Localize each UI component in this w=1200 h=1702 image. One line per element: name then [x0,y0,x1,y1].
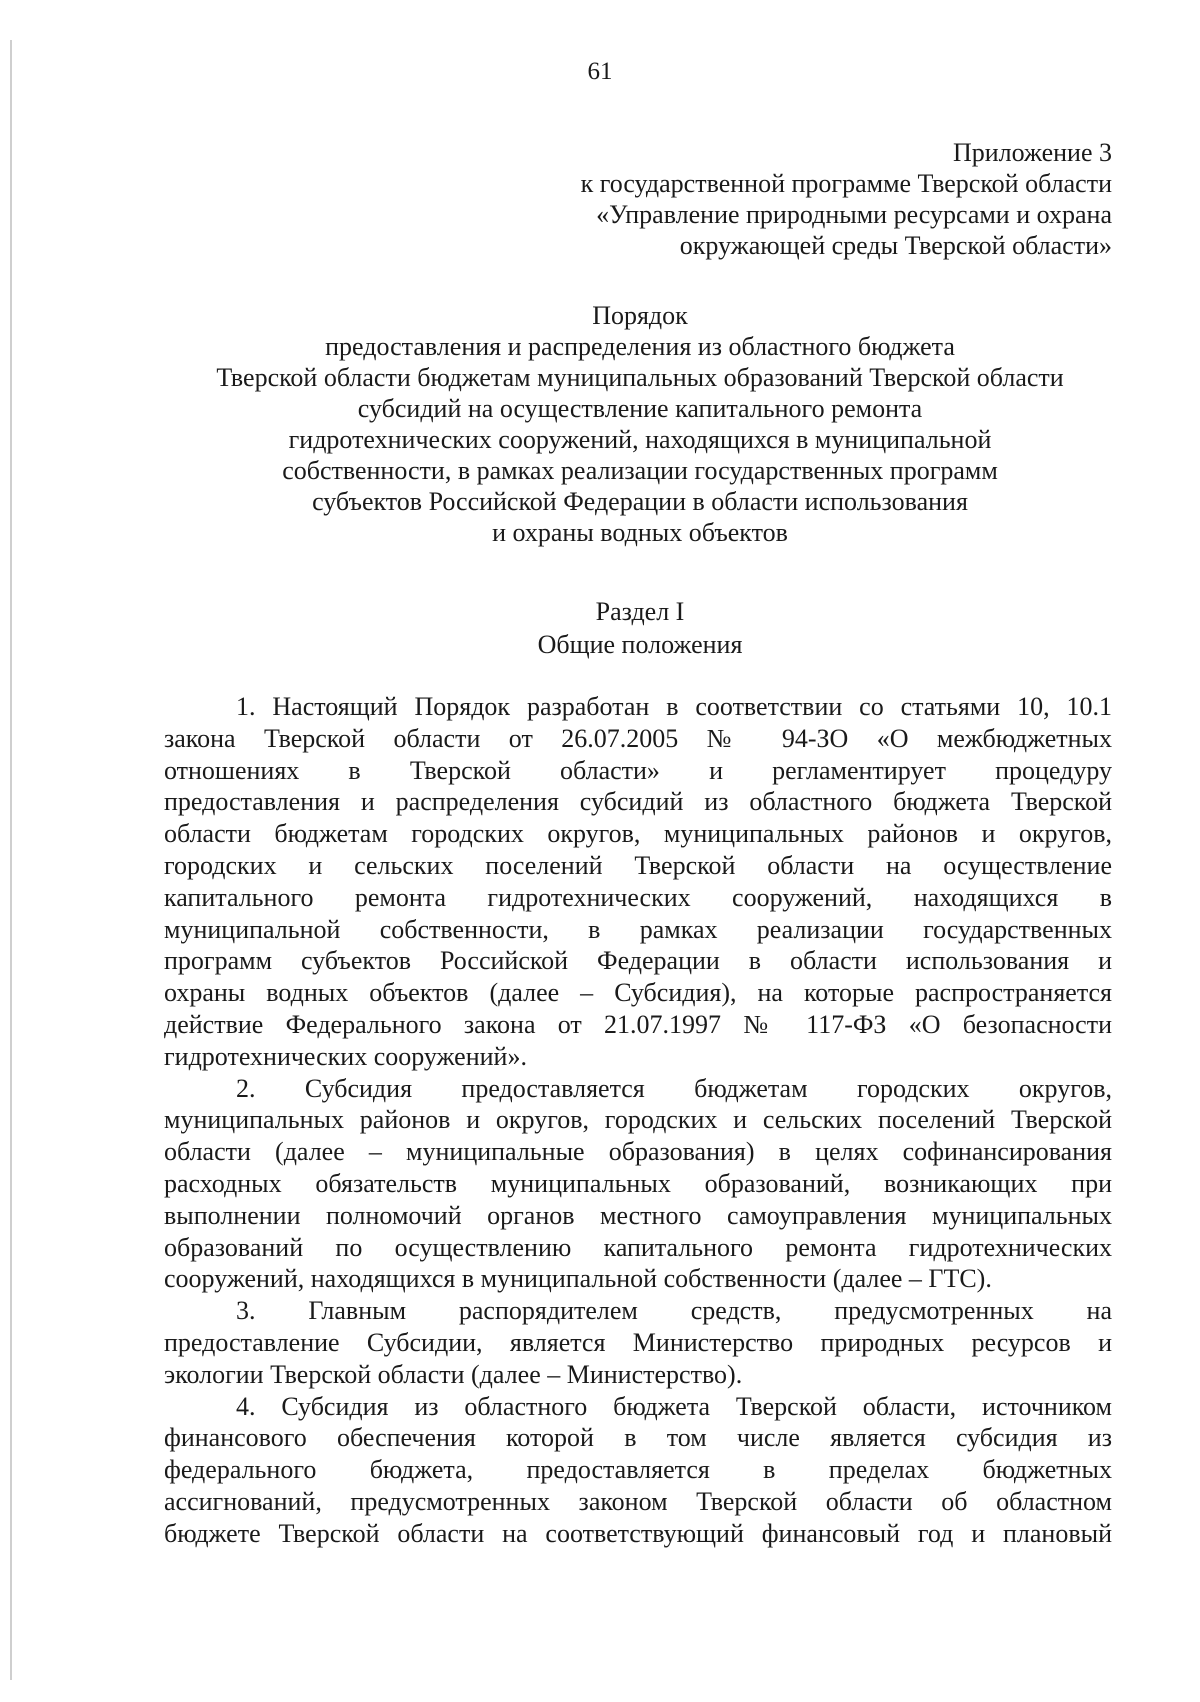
section-number: Раздел I [595,597,685,626]
paragraph-line: финансового обеспечения которой в том числе является субсидия из [164,1423,1112,1453]
appendix-header [392,137,1112,261]
appendix-line: окружающей среды Тверской области» [679,231,1112,260]
paragraph-line: сооружений, находящихся в муниципальной собственности (далее – ГТС). [164,1264,992,1294]
paragraph-line: расходных обязательств муниципальных образований, возникающих при [164,1168,1112,1198]
title-word: Порядок [592,301,688,330]
scan-edge-line [10,40,12,1680]
title-line: гидротехнических сооружений, находящихся в муниципальной [288,425,992,454]
paragraph-line: предоставления и распределения субсидий из областного бюджета Тверской [164,787,1112,817]
section-heading [140,595,1140,661]
appendix-line: Приложение 3 [952,138,1112,167]
appendix-line: «Управление природными ресурсами и охрана [596,200,1112,229]
paragraph-line: области бюджетам городских округов, муниципальных районов и округов, [164,819,1112,849]
paragraph-first-line: 4. Субсидия из областного бюджета Тверской области, источником [236,1391,1112,1421]
paragraph-first-line: 3. Главным распорядителем средств, предусмотренных на [236,1296,1112,1326]
appendix-line: к государственной программе Тверской области [580,169,1112,198]
paragraph-first-line: 1. Настоящий Порядок разработан в соответствии со статьями 10, 10.1 [236,692,1112,721]
title-line: предоставления и распределения из областного бюджета [325,332,955,361]
page-number: 61 [587,58,613,85]
paragraph-line: гидротехнических сооружений». [164,1041,527,1071]
title-line: субсидий на осуществление капитального ремонта [357,394,923,423]
title-line: и охраны водных объектов [492,518,788,547]
paragraph-line: ассигнований, предусмотренных законом Тверской области об областном [164,1486,1112,1516]
title-line: Тверской области бюджетам муниципальных образований Тверской области [216,363,1064,392]
paragraph-line: экологии Тверской области (далее – Министерство). [164,1359,743,1389]
paragraph-first-line: 2. Субсидия предоставляется бюджетам городских округов, [236,1073,1112,1103]
paragraph-line: охраны водных объектов (далее – Субсидия), на которые распространяется [164,978,1112,1008]
title-line: собственности, в рамках реализации государственных программ [282,456,998,485]
paragraph-line: предоставление Субсидии, является Министерство природных ресурсов и [164,1327,1112,1357]
paragraph-line: муниципальной собственности, в рамках реализации государственных [164,914,1112,944]
paragraph-line: бюджете Тверской области на соответствующий финансовый год и плановый [164,1518,1112,1548]
paragraph-line: образований по осуществлению капитального ремонта гидротехнических [164,1232,1112,1262]
document-body [164,691,1112,1550]
document-title [140,300,1140,548]
paragraph-line: федерального бюджета, предоставляется в пределах бюджетных [164,1455,1112,1485]
paragraph-line: городских и сельских поселений Тверской области на осуществление [164,850,1112,880]
title-line: субъектов Российской Федерации в области использования [312,487,968,516]
paragraph-line: действие Федерального закона от 21.07.1997 № 117-ФЗ «О безопасности [164,1009,1112,1039]
paragraph-line: программ субъектов Российской Федерации в области использования и [164,946,1112,976]
paragraph-line: отношениях в Тверской области» и регламентирует процедуру [164,755,1112,785]
paragraph-line: выполнении полномочий органов местного самоуправления муниципальных [164,1200,1112,1230]
paragraph-line: закона Тверской области от 26.07.2005 № 94-ЗО «О межбюджетных [164,723,1112,753]
paragraph-line: капитального ремонта гидротехнических сооружений, находящихся в [164,882,1112,912]
paragraph-line: области (далее – муниципальные образования) в целях софинансирования [164,1137,1112,1167]
section-name: Общие положения [537,630,743,659]
paragraph-line: муниципальных районов и округов, городских и сельских поселений Тверской [164,1105,1112,1135]
